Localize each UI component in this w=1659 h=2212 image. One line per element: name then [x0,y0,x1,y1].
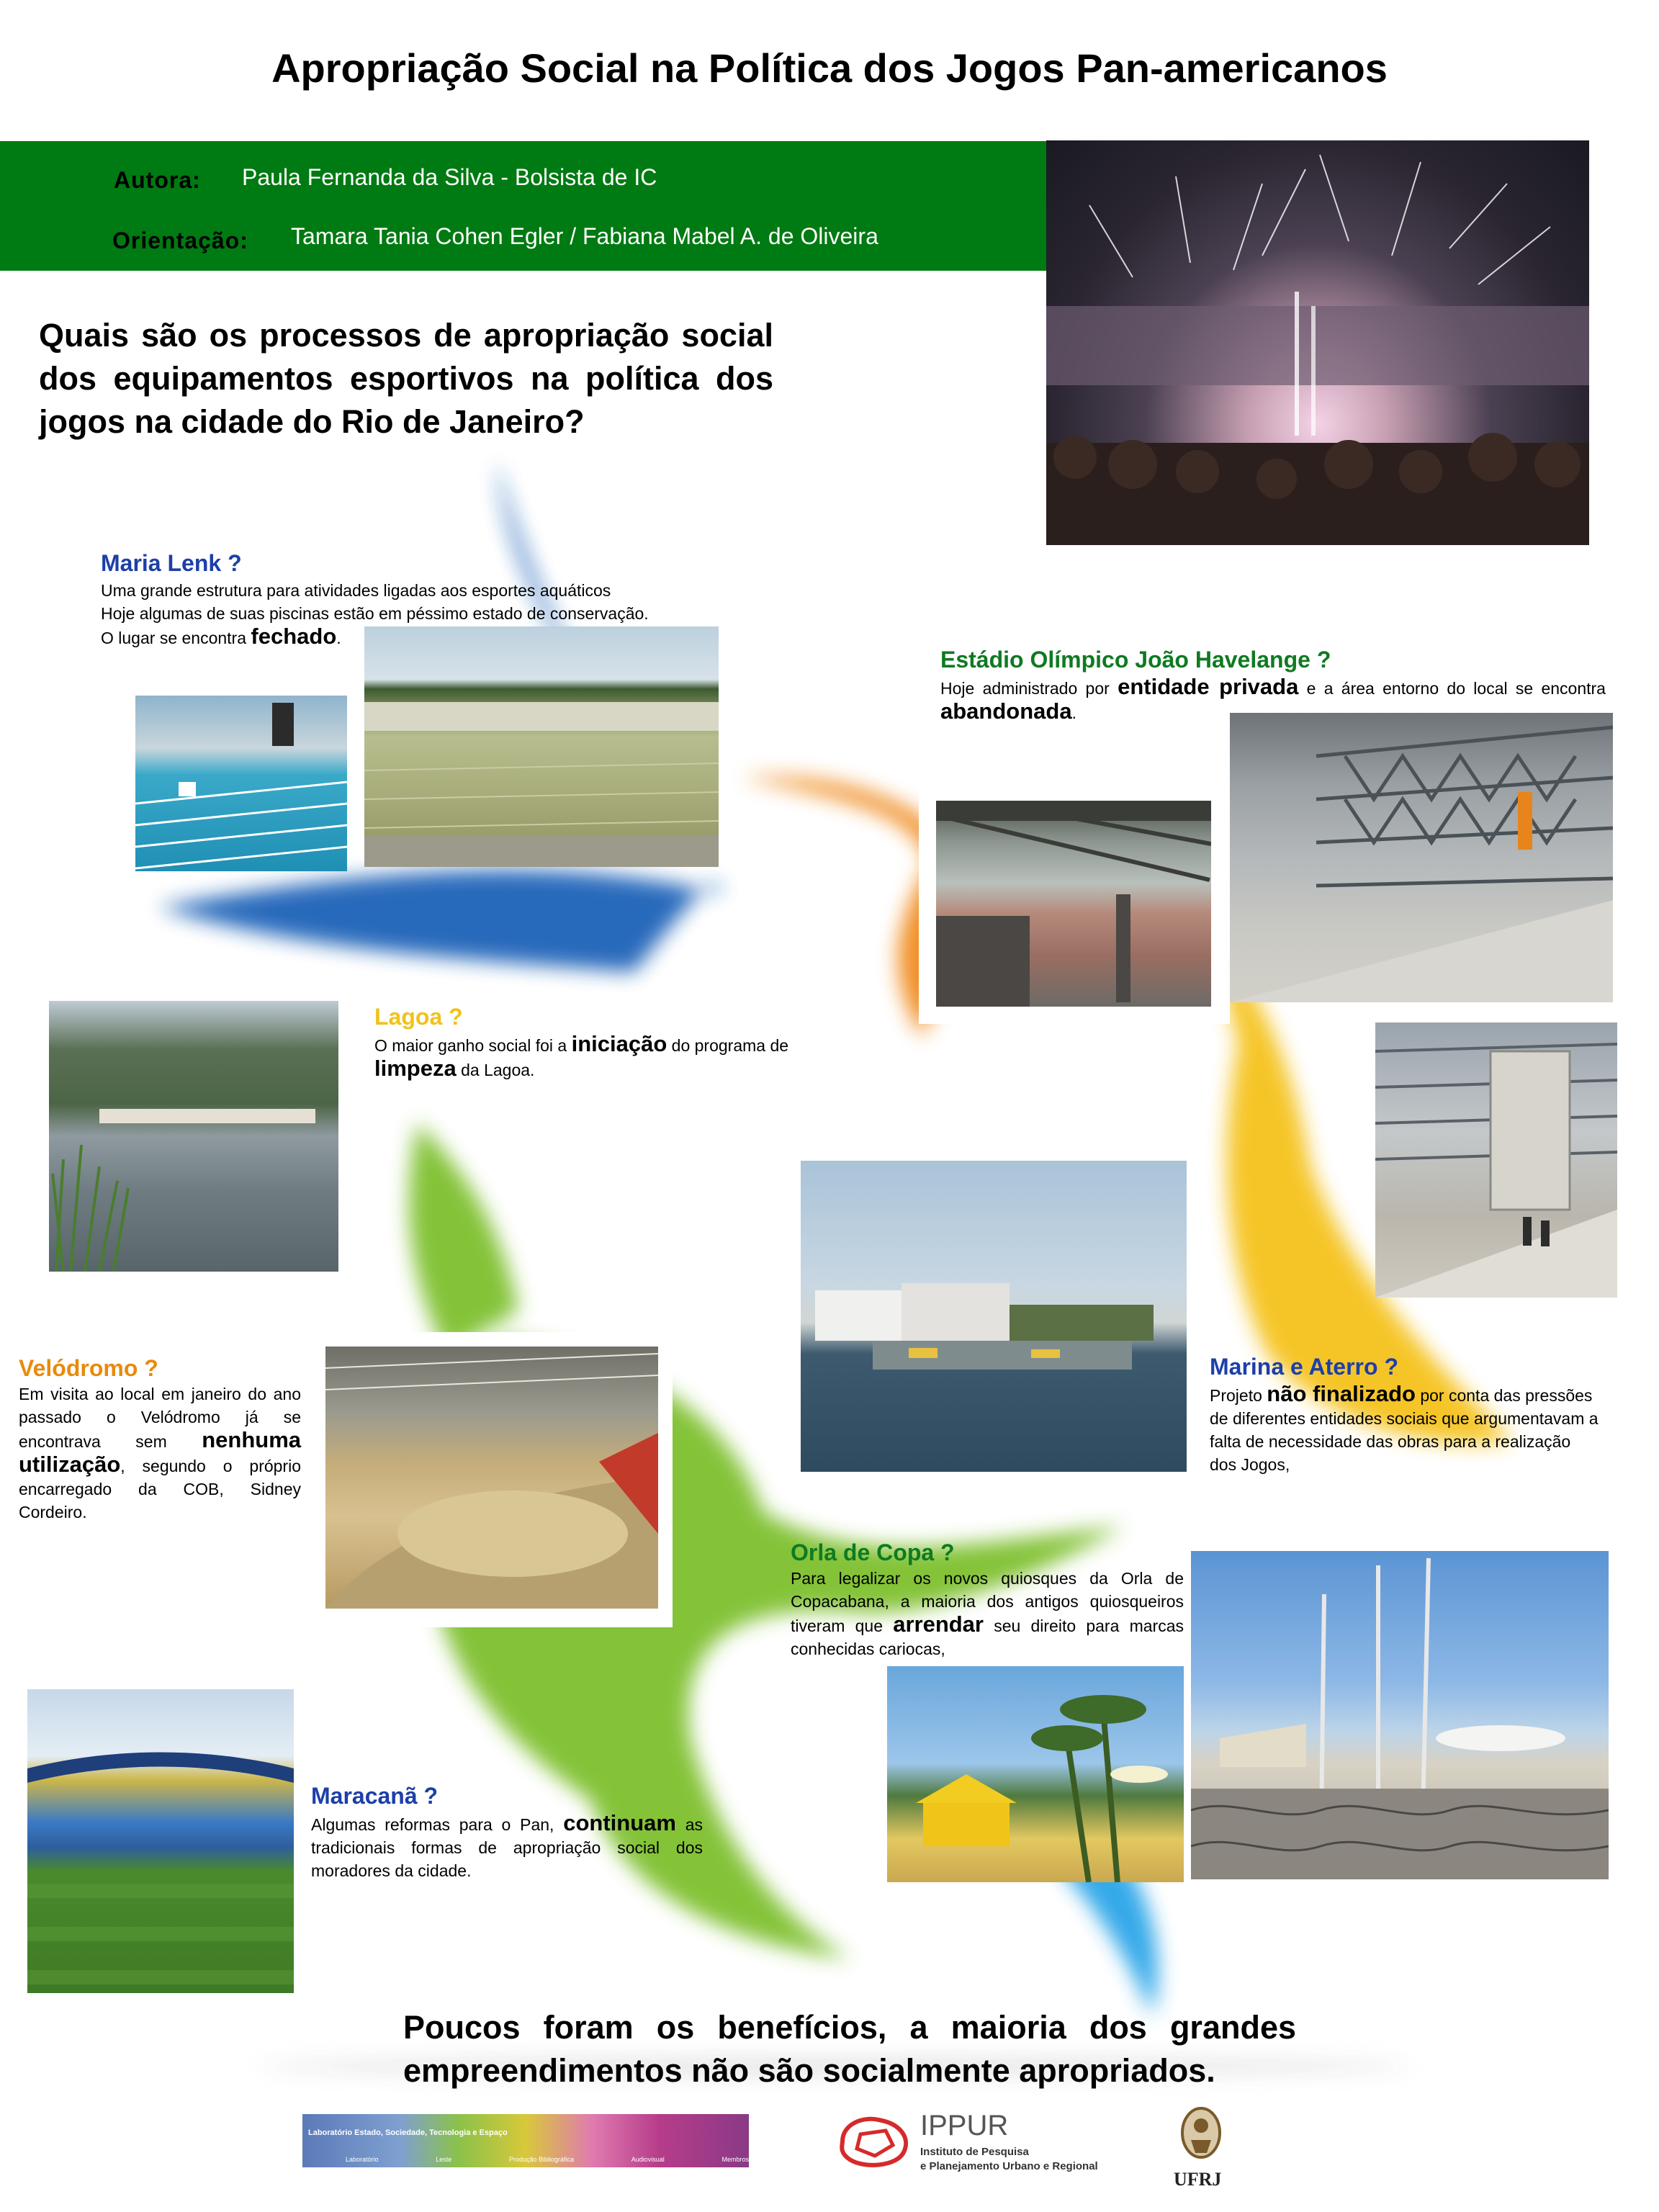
lagoa-photo [49,1001,338,1272]
ippur-logo [835,2110,1109,2189]
estadio-text-bold2: abandonada [940,698,1072,724]
orla-text-post: seu direito para marcas conhecidas cariocas, [791,1617,1184,1658]
maracana-photo [27,1689,294,1993]
poster-title: Apropriação Social na Política dos Jogos Pan-americanos [271,45,1388,91]
green-arm-shape-top [409,1123,518,1354]
advisor-label: Orientação: [112,228,248,253]
marina-photo [801,1161,1187,1472]
orla-heading: Orla de Copa ? [791,1539,955,1565]
ufrj-crest-icon [1165,2103,1237,2167]
lab-logo-title: Laboratório Estado, Sociedade, Tecnologia e Espaço [308,2128,508,2137]
orla-text-bold: arrendar [893,1611,984,1637]
conclusion-text: Poucos foram os benefícios, a maioria dos grandes empreendimentos não são socialmente apropriados. [403,2009,1296,2089]
lagoa-heading: Lagoa ? [374,1004,463,1030]
ufrj-name: UFRJ [1174,2169,1222,2190]
ippur-line1: Instituto de Pesquisa [920,2146,1029,2158]
lab-logo-items [346,2156,749,2163]
opening-ceremony-photo [1046,140,1589,545]
maria-lenk-line2: Hoje algumas de suas piscinas estão em péssimo estado de conservação. [101,604,649,623]
author-name: Paula Fernanda da Silva - Bolsista de IC [242,164,657,190]
maracana-text [311,1812,703,1882]
ippur-logo-icon [835,2113,914,2170]
orla-text-pre: Para legalizar os novos quiosques da Orla de Copacabana, a maioria dos antigos quiosqueiros tiveram que [791,1569,1184,1635]
orla-kiosk-photo [887,1666,1184,1882]
maria-lenk-heading: Maria Lenk ? [101,550,242,576]
marina-text-bold: não finalizado [1267,1381,1416,1406]
estadio-text-bold1: entidade privada [1118,674,1299,699]
maracana-text-pre: Algumas reformas para o Pan, [311,1815,564,1834]
marina-text [1210,1382,1599,1476]
estadio-ramp-photo [1375,1022,1617,1298]
velodromo-text-bold: nenhuma utilização [19,1427,301,1477]
lab-item-leste: Leste [436,2156,452,2163]
lab-item-producao: Produção Bibliográfica [508,2156,575,2163]
lagoa-text-pre: O maior ganho social foi a [374,1036,572,1055]
velodromo-text-post: , segundo o próprio encarregado da COB, Sidney Cordeiro. [19,1457,301,1521]
marina-heading: Marina e Aterro ? [1210,1354,1398,1380]
estadio-text-post: . [1071,703,1076,722]
maria-lenk-pool-photo [135,696,347,871]
velodromo-text [19,1382,301,1524]
maria-lenk-line1: Uma grande estrutura para atividades ligadas aos esportes aquáticos [101,581,611,600]
lab-item-laboratorio: Laboratório [346,2156,379,2163]
ippur-line2: e Planejamento Urbano e Regional [920,2160,1098,2172]
lab-item-audiovisual: Audiovisual [631,2156,665,2163]
maracana-text-post: as tradicionais formas de apropriação social dos moradores da cidade. [311,1815,703,1880]
marina-text-post: por conta das pressões de diferentes entidades sociais que argumentavam a falta de necessidade das obras para a realização dos Jogos, [1210,1386,1599,1474]
velodromo-photo [325,1346,658,1609]
orla-text [791,1567,1184,1660]
lab-item-membros: Membros [721,2156,749,2163]
lagoa-text-post: da Lagoa. [456,1061,535,1079]
lagoa-text-bold1: iniciação [571,1031,667,1056]
maria-lenk-empty-pool-photo [364,626,719,867]
marina-text-pre: Projeto [1210,1386,1267,1405]
lagoa-text-bold2: limpeza [374,1056,457,1081]
orla-beach-photo [1191,1551,1609,1879]
lagoa-text [374,1033,821,1082]
maria-lenk-line3-post: . [336,629,341,647]
velodromo-heading: Velódromo ? [19,1355,158,1381]
ufrj-logo [1165,2103,1237,2196]
advisor-names: Tamara Tania Cohen Egler / Fabiana Mabel A. de Oliveira [291,223,878,249]
estadio-heading: Estádio Olímpico João Havelange ? [940,647,1331,673]
maracana-heading: Maracanã ? [311,1783,439,1809]
estadio-text-pre: Hoje administrado por [940,679,1118,698]
ippur-name: IPPUR [920,2110,1009,2141]
estadio-facade-photo [1230,713,1613,1002]
lab-logo [302,2114,749,2167]
maria-lenk-line3-bold: fechado [251,624,337,649]
estadio-plaza-photo [936,801,1211,1007]
maracana-text-bold: continuam [563,1810,676,1835]
author-label: Autora: [114,167,201,193]
research-question: Quais são os processos de apropriação social dos equipamentos esportivos na política dos jogos na cidade do Rio de Janeiro? [39,317,773,440]
estadio-text-mid: e a área entorno do local se encontra [1298,679,1606,698]
lagoa-text-mid: do programa de [667,1036,789,1055]
maria-lenk-line3-pre: O lugar se encontra [101,629,251,647]
velodromo-text-pre: Em visita ao local em janeiro do ano passado o Velódromo já se encontrava sem [19,1385,301,1451]
